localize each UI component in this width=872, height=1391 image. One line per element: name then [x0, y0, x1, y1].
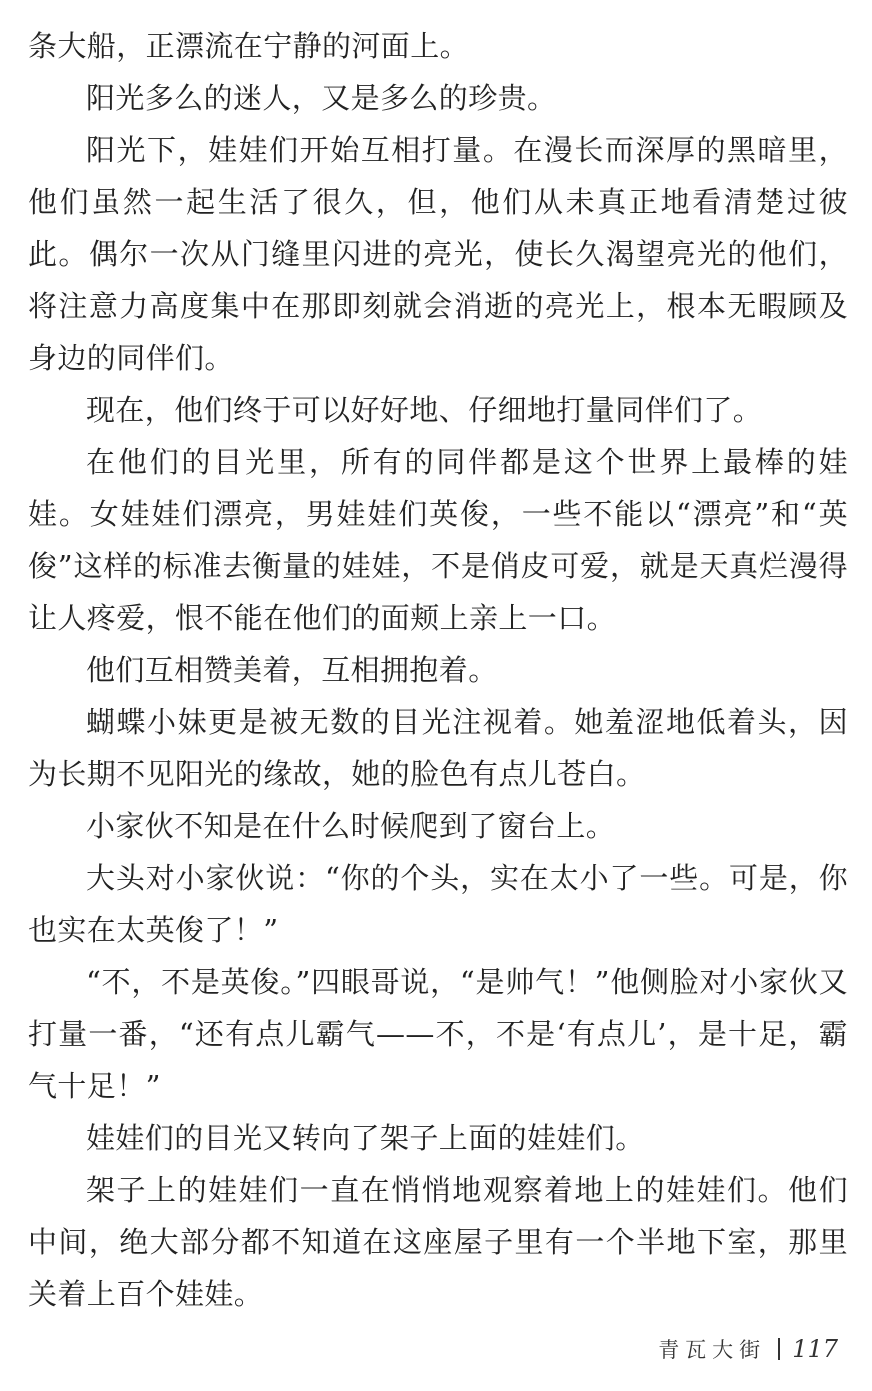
- paragraph-3: 阳光下，娃娃们开始互相打量。在漫长而深厚的黑暗里，他们虽然一起生活了很久，但，他们从未真正地看清楚过彼此。偶尔一次从门缝里闪进的亮光，使长久渴望亮光的他们，将注意力高度集中在那即刻就会消逝的亮光上，根本无暇顾及身边的同伴们。: [28, 133, 848, 375]
- paragraph-10: “不，不是英俊。”四眼哥说，“是帅气！”他侧脸对小家伙又打量一番，“还有点儿霸气——不，不是‘有点儿’，是十足，霸气十足！”: [28, 965, 848, 1103]
- page-footer: [658, 1331, 838, 1367]
- running-title: 青瓦大街: [658, 1338, 767, 1362]
- paragraph-5: 在他们的目光里，所有的同伴都是这个世界上最棒的娃娃。女娃娃们漂亮，男娃娃们英俊，一些不能以“漂亮”和“英俊”这样的标准去衡量的娃娃，不是俏皮可爱，就是天真烂漫得让人疼爱，恨不能在他们的面颊上亲上一口。: [28, 445, 848, 635]
- page-body-text: [28, 20, 848, 1320]
- page-number: 117: [792, 1335, 838, 1363]
- paragraph-11: 娃娃们的目光又转向了架子上面的娃娃们。: [86, 1121, 645, 1155]
- paragraph-8: 小家伙不知是在什么时候爬到了窗台上。: [86, 809, 616, 843]
- paragraph-1: 条大船，正漂流在宁静的河面上。: [28, 29, 470, 63]
- paragraph-7: 蝴蝶小妹更是被无数的目光注视着。她羞涩地低着头，因为长期不见阳光的缘故，她的脸色有点儿苍白。: [28, 705, 848, 791]
- paragraph-6: 他们互相赞美着，互相拥抱着。: [86, 653, 498, 687]
- paragraph-12: 架子上的娃娃们一直在悄悄地观察着地上的娃娃们。他们中间，绝大部分都不知道在这座屋子里有一个半地下室，那里关着上百个娃娃。: [28, 1173, 848, 1311]
- footer-divider: [778, 1338, 780, 1360]
- paragraph-4: 现在，他们终于可以好好地、仔细地打量同伴们了。: [86, 393, 763, 427]
- paragraph-9: 大头对小家伙说：“你的个头，实在太小了一些。可是，你也实在太英俊了！”: [28, 861, 848, 947]
- paragraph-2: 阳光多么的迷人，又是多么的珍贵。: [86, 81, 557, 115]
